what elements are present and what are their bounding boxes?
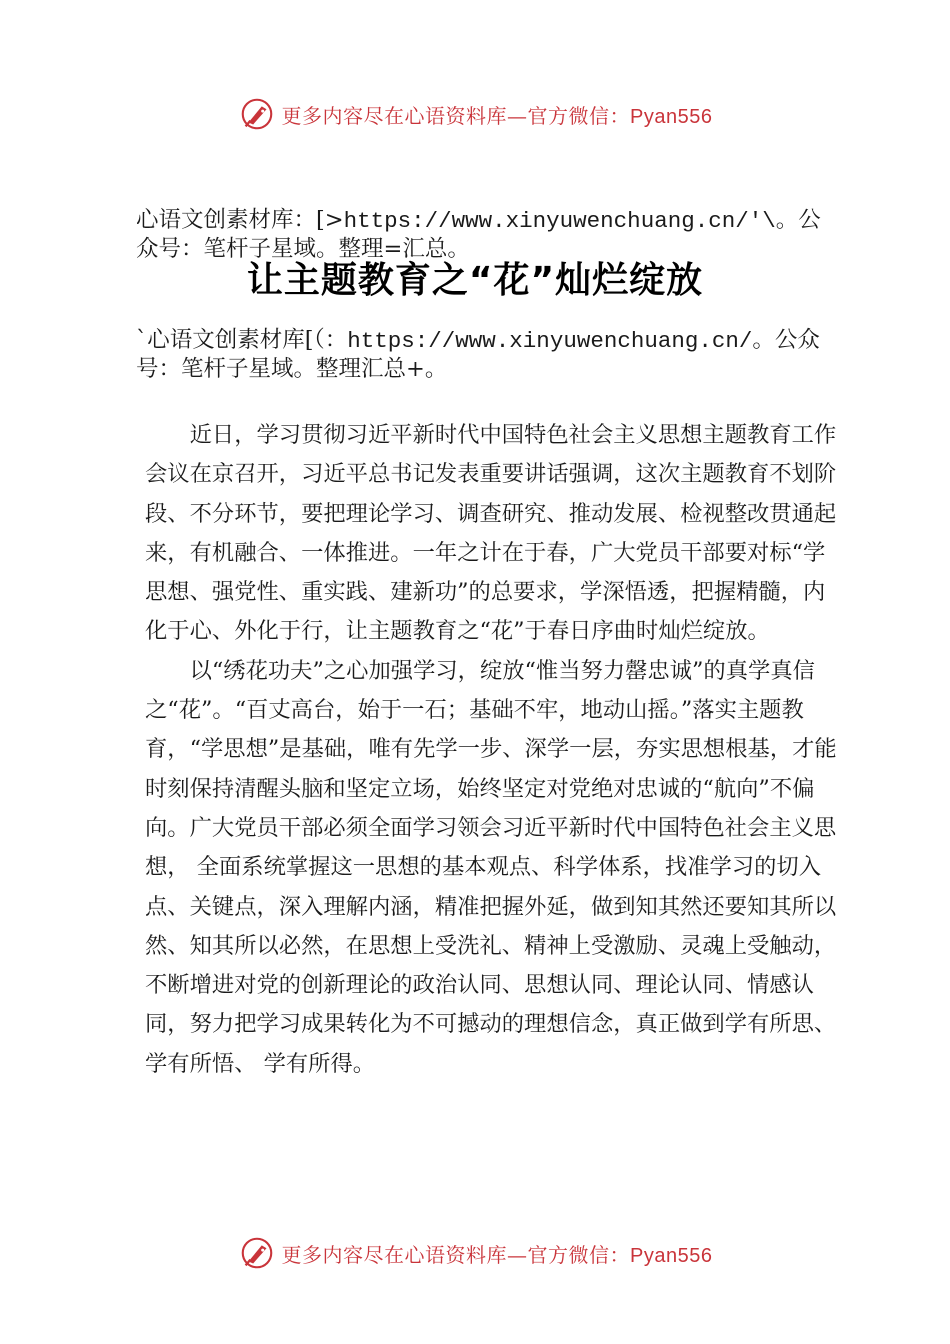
article-body <box>145 416 845 1084</box>
source-url-1[interactable]: https://www.xinyuwenchuang.cn/'\ <box>343 208 776 234</box>
pen-nib-circle-icon <box>238 1234 276 1272</box>
source-url-2[interactable]: https://www.xinyuwenchuang.cn/ <box>347 328 753 354</box>
wechat-id: Pyan556 <box>630 105 713 128</box>
article-title: 让主题教育之“花”灿烂绽放 <box>246 260 704 301</box>
banner-text: 更多内容尽在心语资料库—官方微信：Pyan556 <box>281 103 713 128</box>
wechat-id: Pyan556 <box>630 1244 713 1267</box>
pen-nib-circle-icon <box>238 95 276 133</box>
paragraph-1: 近日，学习贯彻习近平新时代中国特色社会主义思想主题教育工作会议在京召开，习近平总书记发表重要讲话强调，这次主题教育不划阶段、不分环节，要把理论学习、调查研究、推动发展、检视整改贯通起来，有机融合、一体推进。一年之计在于春，广大党员干部要对标“学思想、强党性、重实践、建新功”的总要求，学深悟透，把握精髓，内化于心、外化于行，让主题教育之“花”于春日序曲时灿烂绽放。 <box>145 422 837 645</box>
source-note-2: `心语文创素材库[（：https://www.xinyuwenchuang.cn/。公众号：笔杆子星域。整理汇总+。 <box>136 327 820 382</box>
paragraph-2: 以“绣花功夫”之心加强学习，绽放“惟当努力罄忠诚”的真学真信之“花”。“百丈高台，始于一石；基础不牢，地动山摇。”落实主题教育，“学思想”是基础，唯有先学一步、深学一层，夯实思想根基，才能时刻保持清醒头脑和坚定立场，始终坚定对党绝对忠诚的“航向”不偏向。广大党员干部必须全面学习领会习近平新时代中国特色社会主义思想， 全面系统掌握这一思想的基本观点、科学体系，找准学习的切入点、关键点，深入理解内涵，精准把握外延，做到知其然还要知其所以然、知其所以必然，在思想上受洗礼、精神上受激励、灵魂上受触动，不断增进对党的创新理论的政治认同、思想认同、理论认同、情感认同，努力把学习成果转化为不可撼动的理想信念，真正做到学有所思、学有所悟、 学有所得。 <box>145 657 837 1077</box>
footer-watermark-banner <box>0 1233 950 1273</box>
header-watermark-banner <box>0 94 950 134</box>
banner-text: 更多内容尽在心语资料库—官方微信：Pyan556 <box>281 1242 713 1267</box>
source-note-1: 心语文创素材库：[>https://www.xinyuwenchuang.cn/'\。公众号：笔杆子星域。整理=汇总。 <box>136 207 821 262</box>
